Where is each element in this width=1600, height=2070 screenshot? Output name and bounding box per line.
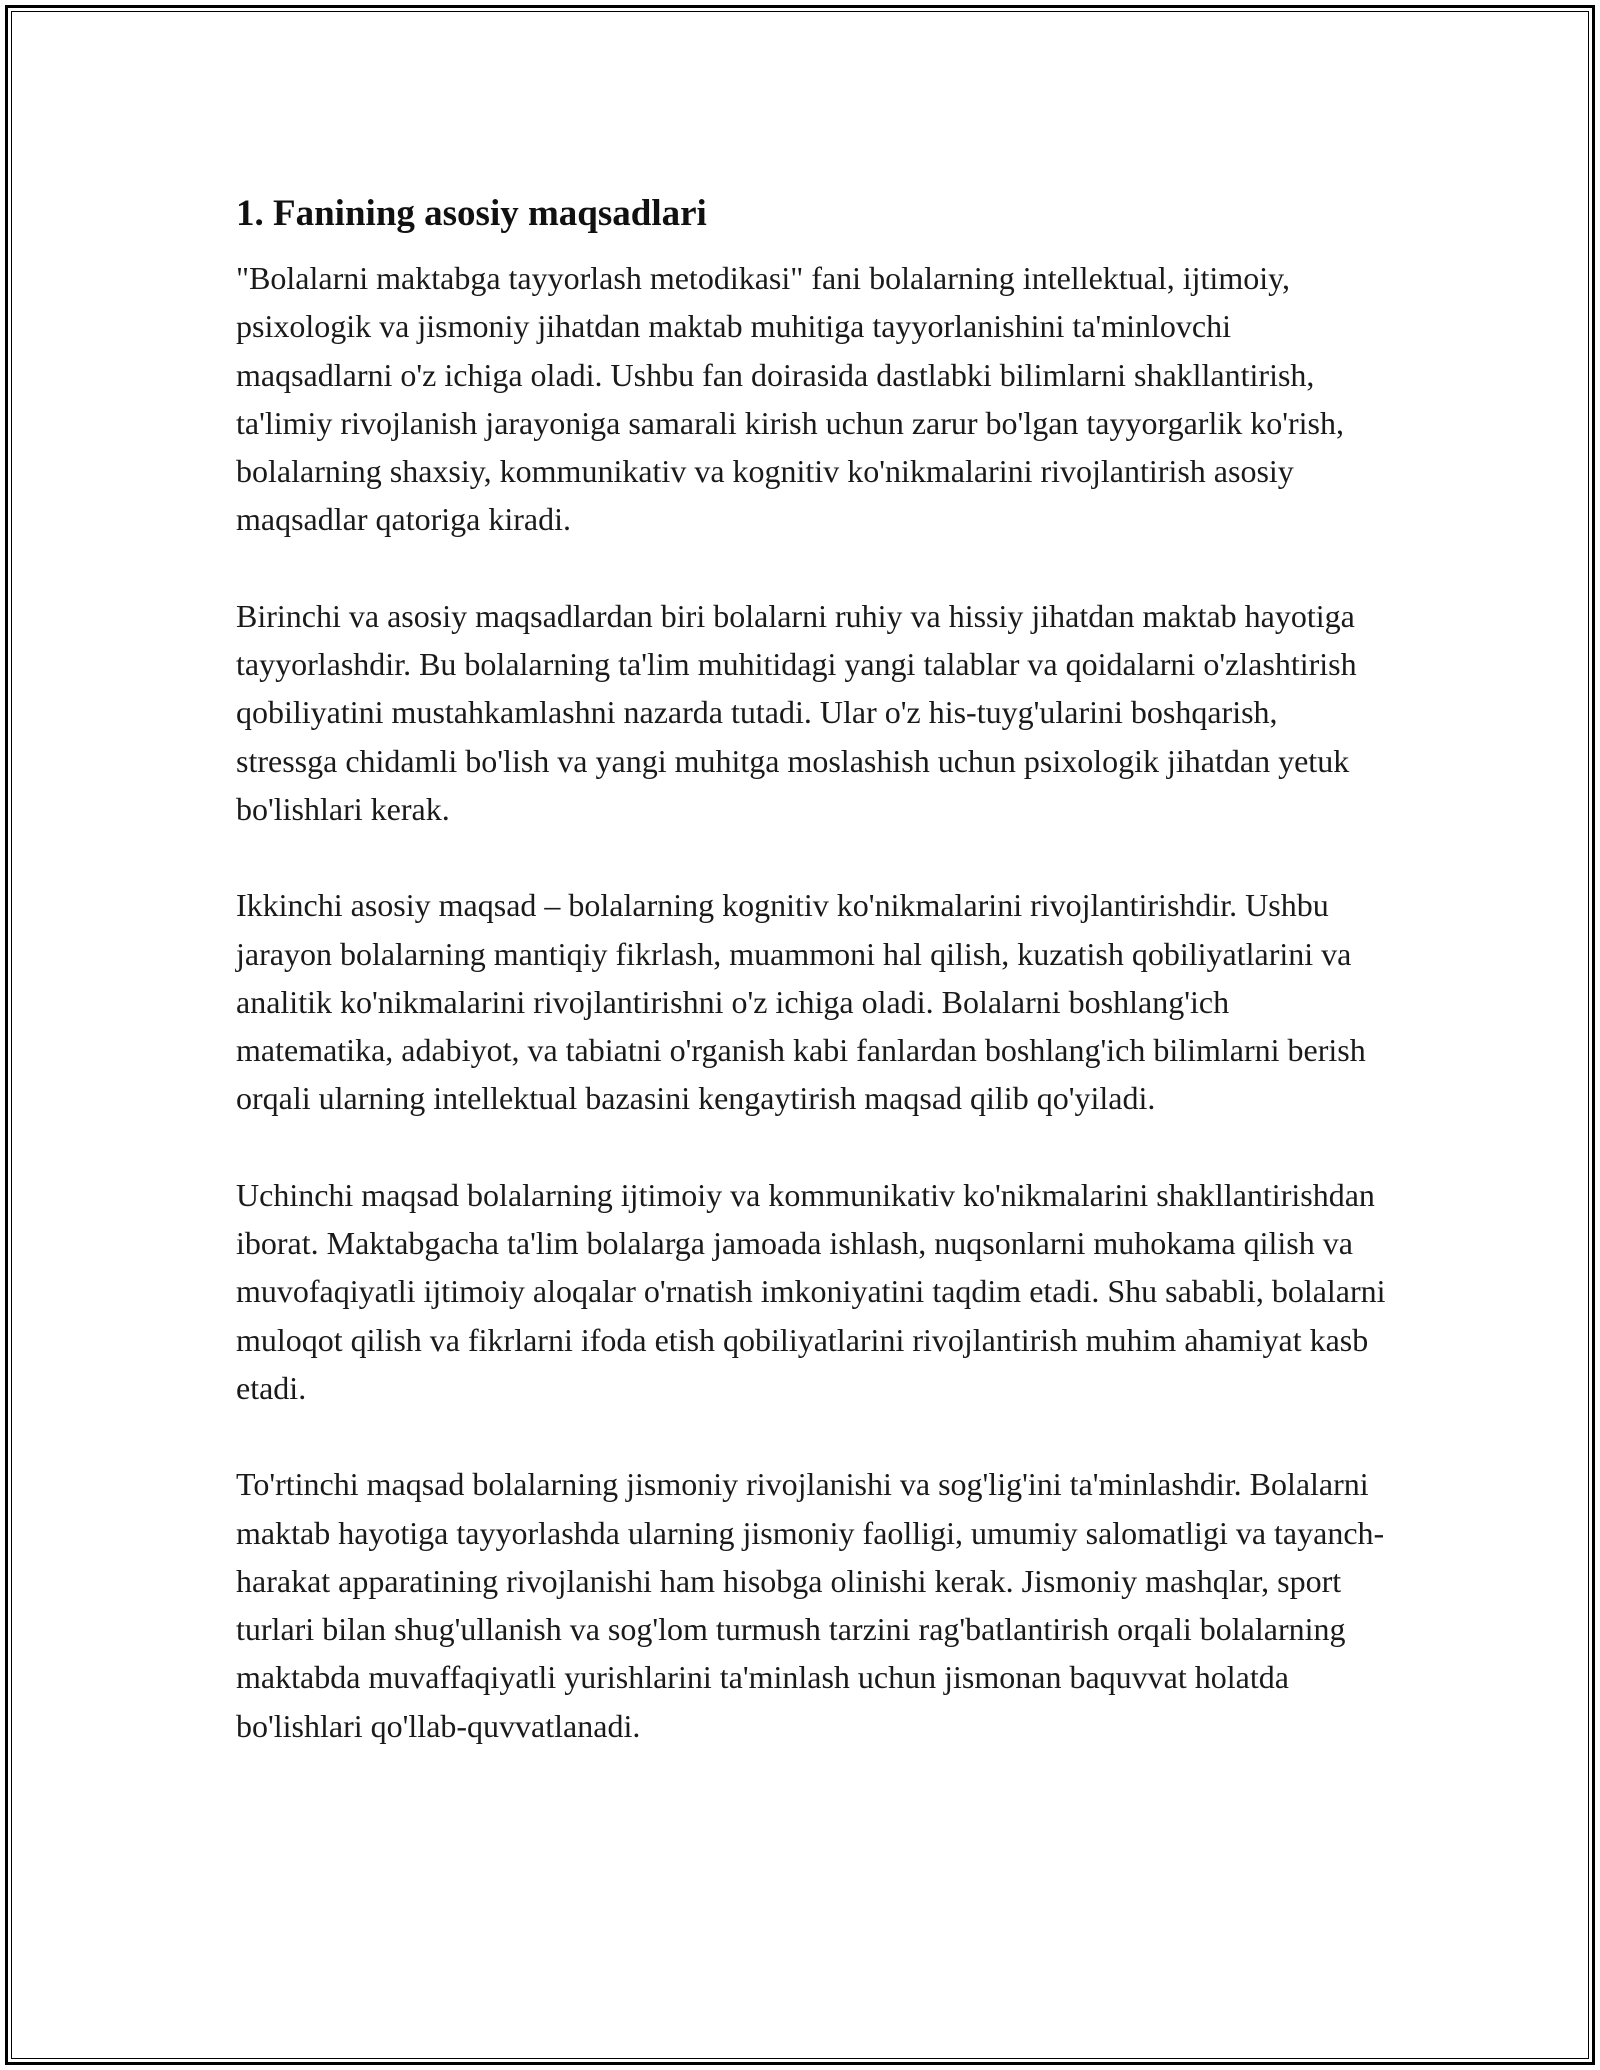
- section-heading: 1. Fanining asosiy maqsadlari: [236, 193, 707, 234]
- document-content: [236, 186, 1386, 1798]
- paragraph-second-goal: Ikkinchi asosiy maqsad – bolalarning kognitiv ko'nikmalarini rivojlantirishdir. Ushbu jarayon bolalarning mantiqiy fikrlash, muammoni hal qilish, kuzatish qobiliyatlarini va analitik ko'nikmalarini rivojlantirishni o'z ichiga oladi. Bolalarni boshlang'ich matematika, adabiyot, va tabiatni o'rganish kabi fanlardan boshlang'ich bilimlarni berish orqali ularning intellektual bazasini kengaytirish maqsad qilib qo'yiladi.: [236, 887, 1366, 1117]
- paragraph-first-goal: Birinchi va asosiy maqsadlardan biri bolalarni ruhiy va hissiy jihatdan maktab hayotiga tayyorlashdir. Bu bolalarning ta'lim muhitidagi yangi talablar va qoidalarni o'zlashtirish qobiliyatini mustahkamlashni nazarda tutadi. Ular o'z his-tuyg'ularini boshqarish, stressga chidamli bo'lish va yangi muhitga moslashish uchun psixologik jihatdan yetuk bo'lishlari kerak.: [236, 597, 1357, 827]
- paragraph-third-goal: Uchinchi maqsad bolalarning ijtimoiy va kommunikativ ko'nikmalarini shakllantirishdan iborat. Maktabgacha ta'lim bolalarga jamoada ishlash, nuqsonlarni muhokama qilish va muvofaqiyatli ijtimoiy aloqalar o'rnatish imkoniyatini taqdim etadi. Shu sababli, bolalarni muloqot qilish va fikrlarni ifoda etish qobiliyatlarini rivojlantirish muhim ahamiyat kasb etadi.: [236, 1176, 1386, 1406]
- paragraph-intro: "Bolalarni maktabga tayyorlash metodikasi" fani bolalarning intellektual, ijtimoiy, psixologik va jismoniy jihatdan maktab muhitiga tayyorlanishini ta'minlovchi maqsadlarni o'z ichiga oladi. Ushbu fan doirasida dastlabki bilimlarni shakllantirish, ta'limiy rivojlanish jarayoniga samarali kirish uchun zarur bo'lgan tayyorgarlik ko'rish, bolalarning shaxsiy, kommunikativ va kognitiv ko'nikmalarini rivojlantirish asosiy maqsadlar qatoriga kiradi.: [236, 260, 1344, 538]
- paragraph-fourth-goal: To'rtinchi maqsad bolalarning jismoniy rivojlanishi va sog'lig'ini ta'minlashdir. Bolalarni maktab hayotiga tayyorlashda ularning jismoniy faolligi, umumiy salomatligi va tayanch-harakat apparatining rivojlanishi ham hisobga olinishi kerak. Jismoniy mashqlar, sport turlari bilan shug'ullanish va sog'lom turmush tarzini rag'batlantirish orqali bolalarning maktabda muvaffaqiyatli yurishlarini ta'minlash uchun jismonan baquvvat holatda bo'lishlari qo'llab-quvvatlanadi.: [236, 1466, 1385, 1744]
